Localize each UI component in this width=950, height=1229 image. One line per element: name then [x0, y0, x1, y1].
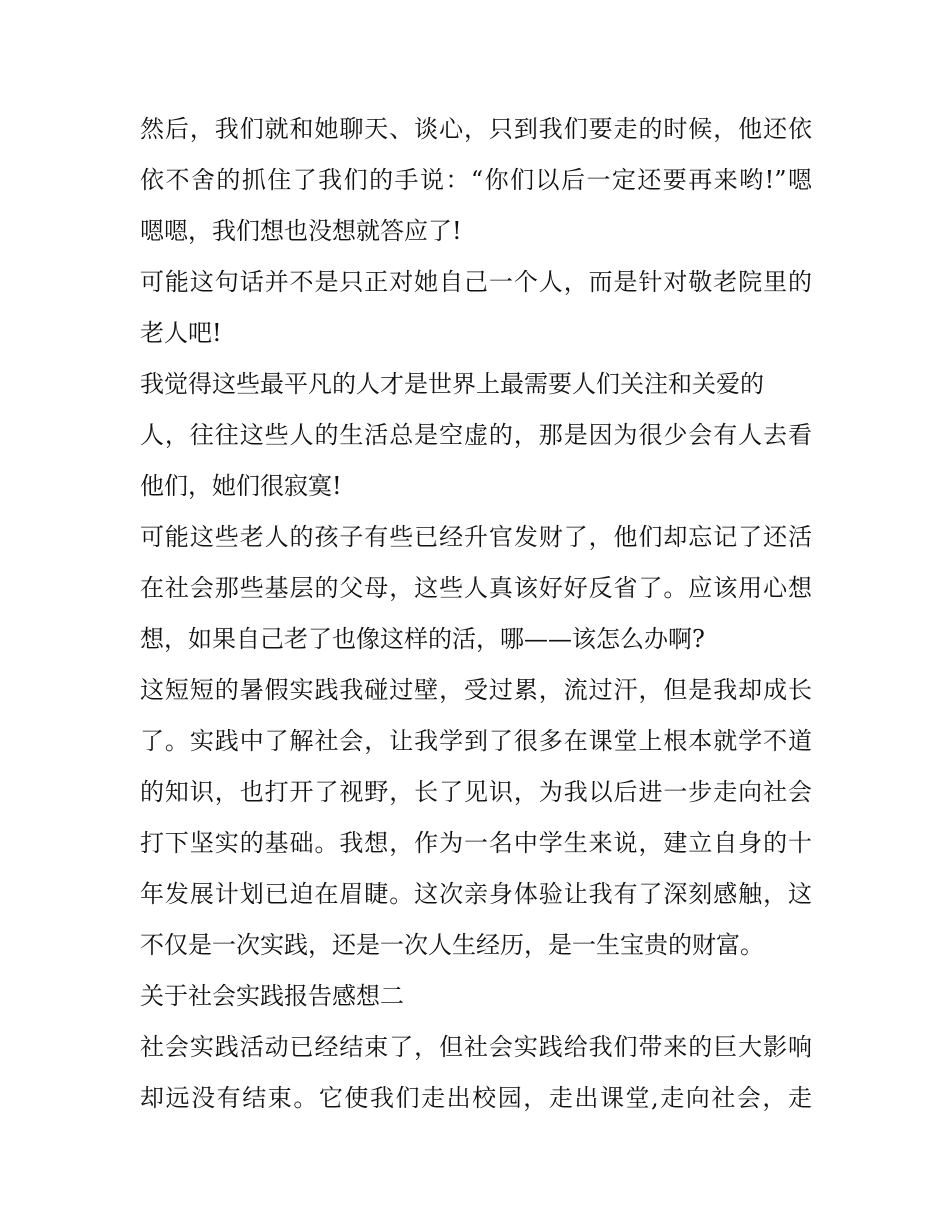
text-line: 我觉得这些最平凡的人才是世界上最需要人们关注和关爱的: [140, 370, 764, 398]
section-heading: 关于社会实践报告感想二: [140, 982, 404, 1010]
text-line: 却远没有结束。它使我们走出校园，走出课堂,走向社会，走: [140, 1084, 812, 1112]
text-line: 想，如果自己老了也像这样的活，哪——该怎么办啊?: [140, 625, 705, 653]
text-line: 可能这些老人的孩子有些已经升官发财了，他们却忘记了还活: [140, 523, 812, 551]
text-line: 人，往往这些人的生活总是空虚的，那是因为很少会有人去看: [140, 421, 812, 449]
document-page: [140, 104, 812, 1124]
text-line: 社会实践活动已经结束了，但社会实践给我们带来的巨大影响: [140, 1033, 812, 1061]
text-line: 嗯嗯，我们想也没想就答应了!: [140, 217, 462, 245]
text-line: 的知识，也打开了视野，长了见识，为我以后进一步走向社会: [140, 778, 812, 806]
text-line: 在社会那些基层的父母，这些人真该好好反省了。应该用心想: [140, 574, 812, 602]
text-line: 可能这句话并不是只正对她自己一个人，而是针对敬老院里的: [140, 268, 812, 296]
text-line: 然后，我们就和她聊天、谈心，只到我们要走的时候，他还依: [140, 115, 812, 143]
text-line: 了。实践中了解社会，让我学到了很多在课堂上根本就学不道: [140, 727, 812, 755]
text-line: 这短短的暑假实践我碰过壁，受过累，流过汗，但是我却成长: [140, 676, 812, 704]
text-line: 他们，她们很寂寞!: [140, 472, 342, 500]
text-line: 老人吧!: [140, 319, 222, 347]
text-line: 依不舍的抓住了我们的手说：“你们以后一定还要再来哟!”嗯: [140, 166, 812, 194]
text-line: 不仅是一次实践，还是一次人生经历，是一生宝贵的财富。: [140, 931, 764, 959]
text-line: 打下坚实的基础。我想，作为一名中学生来说，建立自身的十: [140, 829, 812, 857]
text-line: 年发展计划已迫在眉睫。这次亲身体验让我有了深刻感触，这: [140, 880, 812, 908]
